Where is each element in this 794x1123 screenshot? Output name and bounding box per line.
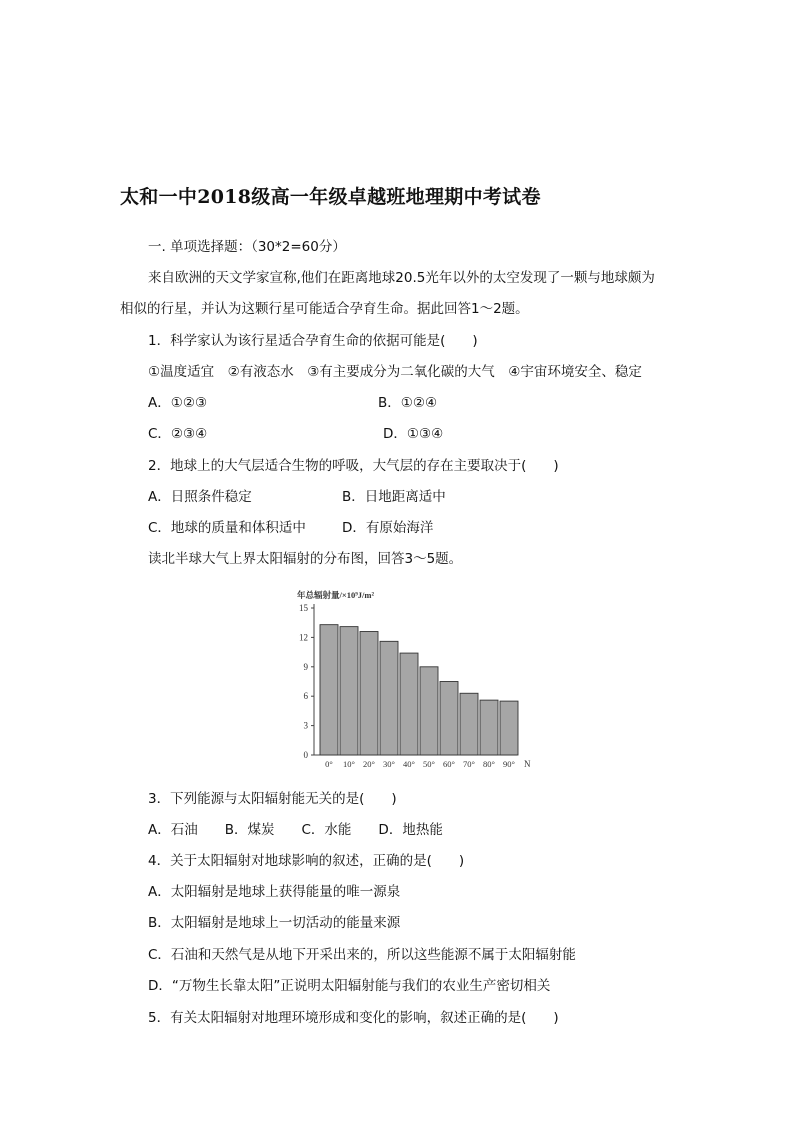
bar — [420, 667, 438, 755]
x-tick-label: 30° — [383, 759, 395, 769]
y-axis-label: 年总辐射量/×10⁹J/m² — [297, 590, 374, 600]
y-tick-label: 15 — [299, 603, 308, 613]
question-4-option-d: D．“万物生长靠太阳”正说明太阳辐射能与我们的农业生产密切相关 — [148, 978, 551, 994]
y-tick-label: 0 — [303, 750, 308, 760]
question-4-stem: 4．关于太阳辐射对地球影响的叙述，正确的是( ) — [148, 853, 465, 869]
question-2-stem: 2．地球上的大气层适合生物的呼吸，大气层的存在主要取决于( ) — [148, 458, 559, 474]
solar-radiation-chart — [285, 588, 535, 772]
question-2-option-b: B．日地距离适中 — [342, 489, 446, 505]
x-tick-label: 90° — [503, 759, 515, 769]
question-4-option-a: A．太阳辐射是地球上获得能量的唯一源泉 — [148, 884, 401, 900]
x-tick-label: 80° — [483, 759, 495, 769]
x-tick-label: 40° — [403, 759, 415, 769]
x-tick-label: 60° — [443, 759, 455, 769]
question-4-option-c: C．石油和天然气是从地下开采出来的，所以这些能源不属于太阳辐射能 — [148, 947, 576, 963]
question-1-option-d: D．①③④ — [383, 426, 444, 442]
question-1-option-c: C．②③④ — [148, 426, 208, 442]
question-3-options: A．石油 B．煤炭 C．水能 D．地热能 — [148, 822, 443, 838]
bar — [380, 641, 398, 755]
y-tick-label: 3 — [303, 720, 308, 731]
exam-title: 太和一中2018级高一年级卓越班地理期中考试卷 — [120, 186, 541, 208]
bar — [400, 653, 418, 755]
y-tick-label: 9 — [303, 661, 308, 672]
question-3-stem: 3．下列能源与太阳辐射能无关的是( ) — [148, 791, 397, 807]
section-heading: 一. 单项选择题：（30*2=60分） — [148, 239, 346, 255]
y-tick-label: 12 — [299, 632, 308, 643]
x-tick-label: 70° — [463, 759, 475, 769]
x-tick-label: 10° — [343, 759, 355, 769]
chart-intro: 读北半球大气上界太阳辐射的分布图，回答3～5题。 — [148, 551, 463, 567]
x-unit-label: N — [524, 759, 531, 769]
question-1-facts: ①温度适宜 ②有液态水 ③有主要成分为二氧化碳的大气 ④宇宙环境安全、稳定 — [148, 364, 642, 380]
question-1-stem: 1．科学家认为该行星适合孕育生命的依据可能是( ) — [148, 333, 478, 349]
question-5-stem: 5．有关太阳辐射对地理环境形成和变化的影响，叙述正确的是( ) — [148, 1010, 559, 1026]
x-tick-label: 50° — [423, 759, 435, 769]
bar — [360, 632, 378, 755]
question-1-option-b: B．①②④ — [378, 395, 438, 411]
bar — [320, 625, 338, 755]
intro-line-2: 相似的行星，并认为这颗行星可能适合孕育生命。据此回答1～2题。 — [120, 301, 529, 317]
question-2-option-d: D．有原始海洋 — [342, 520, 434, 536]
y-tick-label: 6 — [303, 691, 308, 702]
intro-line-1: 来自欧洲的天文学家宣称,他们在距离地球20.5光年以外的太空发现了一颗与地球颇为 — [148, 270, 655, 286]
question-2-option-c: C．地球的质量和体积适中 — [148, 520, 306, 536]
chart-bars — [320, 625, 518, 755]
x-tick-label: 20° — [363, 759, 375, 769]
bar — [500, 701, 518, 755]
question-1-option-a: A．①②③ — [148, 395, 208, 411]
question-4-option-b: B．太阳辐射是地球上一切活动的能量来源 — [148, 915, 401, 931]
bar — [480, 700, 498, 755]
bar — [440, 682, 458, 756]
bar — [460, 693, 478, 755]
question-2-option-a: A．日照条件稳定 — [148, 489, 252, 505]
x-tick-label: 0° — [325, 759, 333, 769]
bar — [340, 627, 358, 755]
